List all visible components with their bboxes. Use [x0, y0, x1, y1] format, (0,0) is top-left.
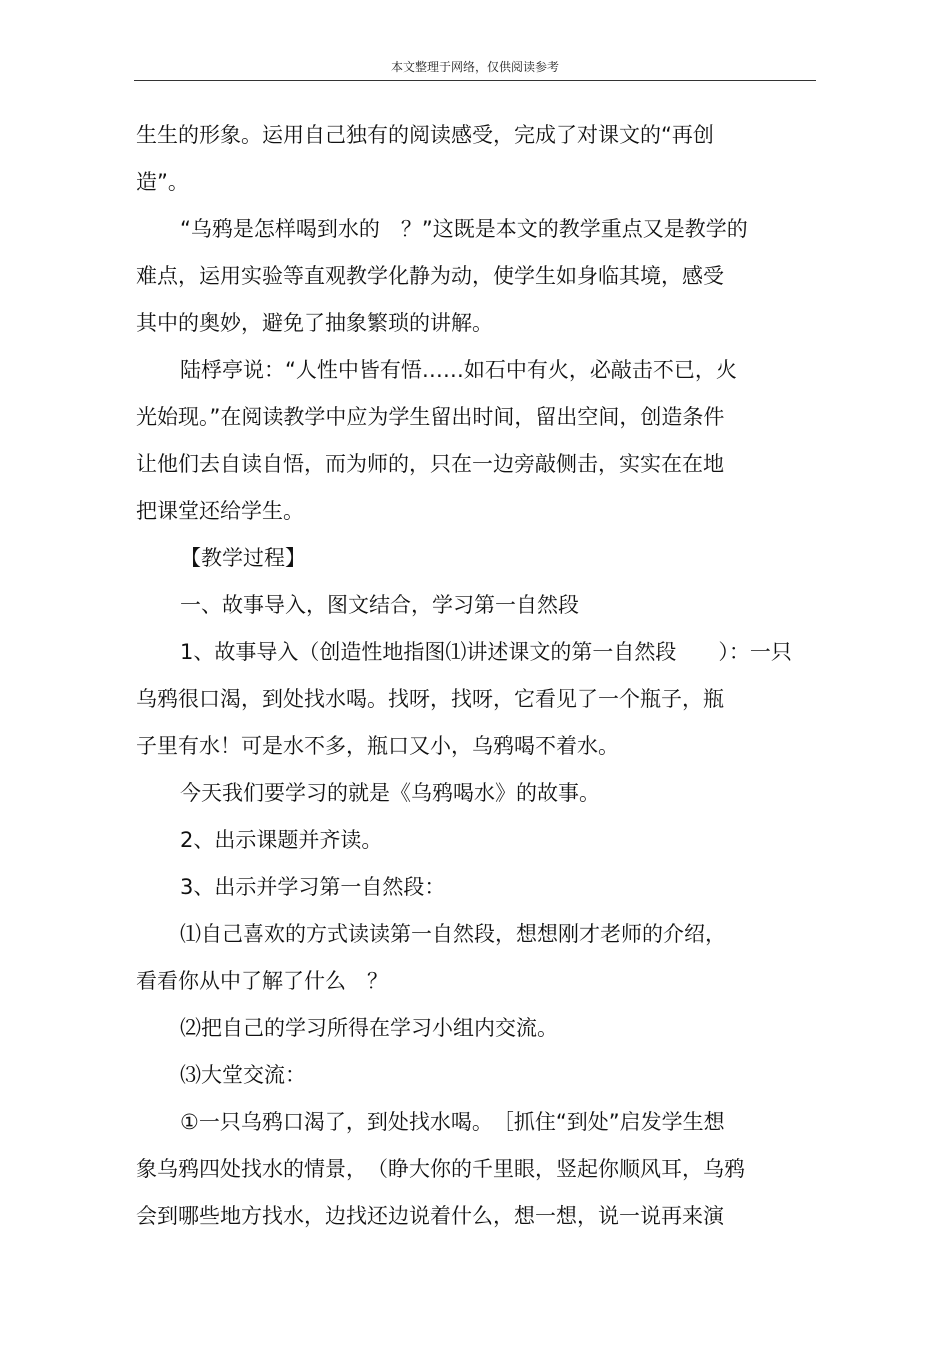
text-line: 把课堂还给学生。: [136, 499, 304, 523]
text-line: 2、出示课题并齐读。: [180, 828, 383, 852]
text-line: 难点，运用实验等直观教学化静为动，使学生如身临其境，感受: [136, 264, 724, 288]
paragraph: [136, 864, 826, 911]
paragraph: [136, 911, 826, 1005]
text-line: 让他们去自读自悟，而为师的，只在一边旁敲侧击，实实在在地: [136, 452, 724, 476]
paragraph: [136, 629, 826, 770]
paragraph: [136, 535, 826, 582]
paragraph: [136, 1005, 826, 1052]
paragraph: [136, 347, 826, 535]
text-line: 1、故事导入（创造性地指图⑴讲述课文的第一自然段 ）：一只: [180, 640, 792, 664]
paragraph: [136, 1052, 826, 1099]
paragraph: [136, 582, 826, 629]
text-line: 生生的形象。运用自己独有的阅读感受，完成了对课文的“再创: [136, 123, 714, 147]
text-line: ⑴自己喜欢的方式读读第一自然段，想想刚才老师的介绍，: [180, 922, 726, 946]
text-line: 3、出示并学习第一自然段：: [180, 875, 446, 899]
text-line: 一、故事导入，图文结合，学习第一自然段: [180, 593, 579, 617]
paragraph: [136, 817, 826, 864]
text-line: ①一只乌鸦口渴了，到处找水喝。 ［抓住“到处”启发学生想: [180, 1110, 725, 1134]
paragraph: [136, 112, 826, 206]
paragraph: [136, 206, 826, 347]
text-line: ⑶大堂交流：: [180, 1063, 306, 1087]
text-line: ⑵把自己的学习所得在学习小组内交流。: [180, 1016, 558, 1040]
paragraph: [136, 1099, 826, 1240]
text-line: 看看你从中了解了什么 ？: [136, 969, 388, 993]
text-line: 今天我们要学习的就是《乌鸦喝水》的故事。: [180, 781, 600, 805]
document-body: [136, 112, 826, 1240]
header-divider: [134, 80, 816, 81]
text-line: 造”。: [136, 170, 189, 194]
text-line: 【教学过程】: [180, 546, 306, 570]
text-line: 象乌鸦四处找水的情景， （睁大你的千里眼，竖起你顺风耳，乌鸦: [136, 1157, 745, 1181]
text-line: 乌鸦很口渴，到处找水喝。找呀，找呀，它看见了一个瓶子，瓶: [136, 687, 724, 711]
text-line: 会到哪些地方找水，边找还边说着什么，想一想，说一说再来演: [136, 1204, 724, 1228]
text-line: 陆桴亭说：“人性中皆有悟……如石中有火，必敲击不已，火: [180, 358, 737, 382]
text-line: 光始现。”在阅读教学中应为学生留出时间，留出空间，创造条件: [136, 405, 725, 429]
text-line: 其中的奥妙，避免了抽象繁琐的讲解。: [136, 311, 493, 335]
text-line: “乌鸦是怎样喝到水的 ？”这既是本文的教学重点又是教学的: [180, 217, 748, 241]
text-line: 子里有水！可是水不多，瓶口又小，乌鸦喝不着水。: [136, 734, 619, 758]
paragraph: [136, 770, 826, 817]
page-header: 本文整理于网络，仅供阅读参考: [390, 60, 559, 74]
